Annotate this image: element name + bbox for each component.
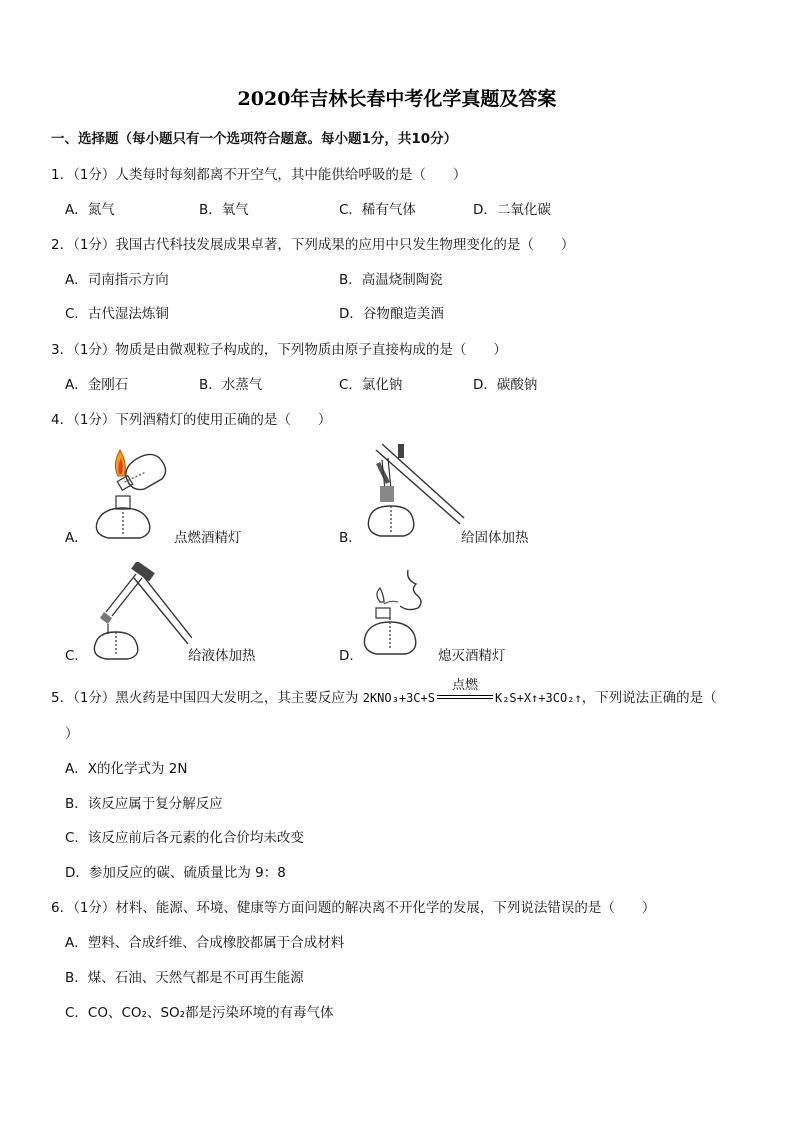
reaction-arrow (437, 678, 493, 704)
q2-stem: 2．（1分）我国古代科技发展成果卓著，下列成果的应用中只发生物理变化的是（ ） (51, 237, 575, 253)
q2-option-d: D．谷物酿造美酒 (339, 306, 444, 322)
q4-stem: 4．（1分）下列酒精灯的使用正确的是（ ） (51, 412, 332, 428)
q5-stem (51, 678, 717, 706)
heating-liquid-illustration (92, 562, 192, 662)
q3-option-b: B．水蒸气 (199, 377, 263, 393)
q3-stem: 3．（1分）物质是由微观粒子构成的，下列物质由原子直接构成的是（ ） (51, 342, 507, 358)
q4-option-c-caption: 给液体加热 (188, 648, 256, 664)
q3-option-c: C．氯化钠 (339, 377, 403, 393)
q5-formula-left: 2KNO₃+3C+S (362, 691, 435, 705)
section-heading: 一、选择题（每小题只有一个选项符合题意。每小题1分，共10分） (51, 131, 458, 147)
q6-option-b: B．煤、石油、天然气都是不可再生能源 (65, 970, 304, 986)
q5-stem-tail: ） (65, 726, 79, 742)
q5-option-a: A．X的化学式为 2N (65, 761, 188, 777)
q5-stem-pre: 5．（1分）黑火药是中国四大发明之，其主要反应为 (51, 690, 363, 706)
q5-option-b: B．该反应属于复分解反应 (65, 796, 223, 812)
q6-option-c: C．CO、CO₂、SO₂都是污染环境的有毒气体 (65, 1005, 334, 1021)
q4-option-b: B． (339, 530, 362, 546)
q2-option-a: A．司南指示方向 (65, 272, 169, 288)
page-title: 2020年吉林长春中考化学真题及答案 (237, 88, 557, 110)
q4-option-d-caption: 熄灭酒精灯 (438, 648, 506, 664)
q6-stem: 6．（1分）材料、能源、环境、健康等方面问题的解决离不开化学的发展，下列说法错误的是（ ） (51, 900, 656, 916)
q5-stem-post: ，下列说法正确的是（ (581, 690, 717, 706)
extinguishing-lamp-illustration (362, 566, 440, 662)
q5-option-d: D．参加反应的碳、硫质量比为 9：8 (65, 865, 286, 881)
q4-option-d: D． (339, 648, 363, 664)
q6-option-a: A．塑料、合成纤维、合成橡胶都属于合成材料 (65, 935, 345, 951)
q4-option-a: A． (65, 530, 88, 546)
q4-option-a-caption: 点燃酒精灯 (174, 530, 242, 546)
q1-stem: 1．（1分）人类每时每刻都离不开空气，其中能供给呼吸的是（ ） (51, 167, 467, 183)
q1-option-a: A．氮气 (65, 202, 115, 218)
q1-option-d: D．二氧化碳 (473, 202, 551, 218)
q4-option-c: C． (65, 648, 88, 664)
q2-option-c: C．古代湿法炼铜 (65, 306, 169, 322)
q1-option-b: B．氧气 (199, 202, 249, 218)
heating-solid-illustration (364, 440, 466, 540)
q5-option-c: C．该反应前后各元素的化合价均未改变 (65, 830, 304, 846)
q2-option-b: B．高温烧制陶瓷 (339, 272, 443, 288)
q3-option-d: D．碳酸钠 (473, 377, 538, 393)
q1-option-c: C．稀有气体 (339, 202, 416, 218)
reaction-condition: 点燃 (451, 678, 478, 693)
q3-option-a: A．金刚石 (65, 377, 129, 393)
q4-option-b-caption: 给固体加热 (461, 530, 529, 546)
alcohol-lamp-lighting-illustration (88, 446, 170, 542)
q5-formula-right: K₂S+X↑+3CO₂↑ (494, 691, 582, 705)
